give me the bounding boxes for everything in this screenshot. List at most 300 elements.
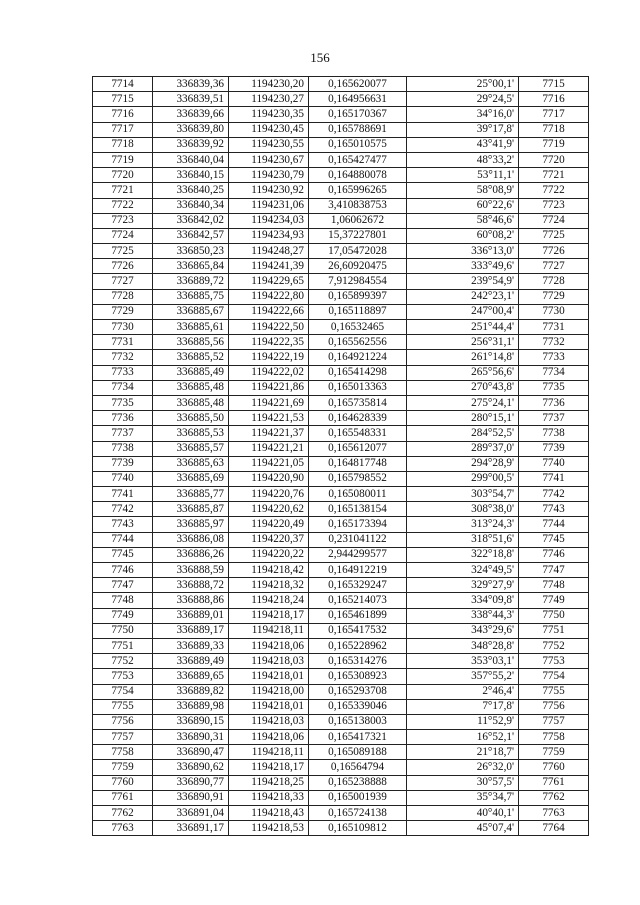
point-to-cell: 7724 xyxy=(519,213,589,228)
length-cell: 17,05472028 xyxy=(309,244,407,259)
y-coordinate-cell: 1194218,17 xyxy=(229,760,309,775)
point-from-cell: 7747 xyxy=(93,578,153,593)
point-to-cell: 7726 xyxy=(519,244,589,259)
x-coordinate-cell: 336885,52 xyxy=(153,350,229,365)
length-cell: 0,164912219 xyxy=(309,563,407,578)
angle-cell: 261°14,8' xyxy=(407,350,519,365)
point-to-cell: 7725 xyxy=(519,228,589,243)
point-from-cell: 7727 xyxy=(93,274,153,289)
point-from-cell: 7728 xyxy=(93,289,153,304)
point-to-cell: 7719 xyxy=(519,137,589,152)
table-row xyxy=(93,183,589,198)
table-row xyxy=(93,532,589,547)
angle-cell: 25°00,1' xyxy=(407,77,519,92)
x-coordinate-cell: 336891,04 xyxy=(153,806,229,821)
y-coordinate-cell: 1194218,42 xyxy=(229,563,309,578)
point-to-cell: 7742 xyxy=(519,487,589,502)
point-to-cell: 7740 xyxy=(519,456,589,471)
point-from-cell: 7754 xyxy=(93,684,153,699)
length-cell: 0,165414298 xyxy=(309,365,407,380)
x-coordinate-cell: 336885,50 xyxy=(153,411,229,426)
y-coordinate-cell: 1194220,49 xyxy=(229,517,309,532)
point-to-cell: 7750 xyxy=(519,608,589,623)
table-row xyxy=(93,92,589,107)
angle-cell: 303°54,7' xyxy=(407,487,519,502)
angle-cell: 336°13,0' xyxy=(407,244,519,259)
table-row xyxy=(93,289,589,304)
point-to-cell: 7723 xyxy=(519,198,589,213)
angle-cell: 299°00,5' xyxy=(407,471,519,486)
y-coordinate-cell: 1194218,00 xyxy=(229,684,309,699)
x-coordinate-cell: 336840,34 xyxy=(153,198,229,213)
point-to-cell: 7720 xyxy=(519,152,589,167)
table-row xyxy=(93,152,589,167)
table-row xyxy=(93,228,589,243)
table-row xyxy=(93,395,589,410)
point-to-cell: 7754 xyxy=(519,669,589,684)
x-coordinate-cell: 336889,33 xyxy=(153,638,229,653)
y-coordinate-cell: 1194234,03 xyxy=(229,213,309,228)
x-coordinate-cell: 336890,62 xyxy=(153,760,229,775)
table-row xyxy=(93,684,589,699)
point-to-cell: 7717 xyxy=(519,107,589,122)
table-row xyxy=(93,213,589,228)
length-cell: 0,16532465 xyxy=(309,320,407,335)
x-coordinate-cell: 336842,57 xyxy=(153,228,229,243)
angle-cell: 40°40,1' xyxy=(407,806,519,821)
point-to-cell: 7721 xyxy=(519,168,589,183)
y-coordinate-cell: 1194221,21 xyxy=(229,441,309,456)
table-row xyxy=(93,502,589,517)
angle-cell: 45°07,4' xyxy=(407,821,519,836)
length-cell: 0,165214073 xyxy=(309,593,407,608)
point-to-cell: 7738 xyxy=(519,426,589,441)
x-coordinate-cell: 336850,23 xyxy=(153,244,229,259)
point-to-cell: 7733 xyxy=(519,350,589,365)
y-coordinate-cell: 1194221,05 xyxy=(229,456,309,471)
point-to-cell: 7764 xyxy=(519,821,589,836)
y-coordinate-cell: 1194248,27 xyxy=(229,244,309,259)
x-coordinate-cell: 336840,04 xyxy=(153,152,229,167)
point-from-cell: 7733 xyxy=(93,365,153,380)
point-from-cell: 7762 xyxy=(93,806,153,821)
x-coordinate-cell: 336842,02 xyxy=(153,213,229,228)
point-from-cell: 7719 xyxy=(93,152,153,167)
point-to-cell: 7763 xyxy=(519,806,589,821)
table-row xyxy=(93,638,589,653)
x-coordinate-cell: 336885,97 xyxy=(153,517,229,532)
x-coordinate-cell: 336885,57 xyxy=(153,441,229,456)
length-cell: 0,165899397 xyxy=(309,289,407,304)
point-to-cell: 7741 xyxy=(519,471,589,486)
x-coordinate-cell: 336888,59 xyxy=(153,563,229,578)
x-coordinate-cell: 336885,49 xyxy=(153,365,229,380)
y-coordinate-cell: 1194222,66 xyxy=(229,304,309,319)
y-coordinate-cell: 1194231,06 xyxy=(229,198,309,213)
point-to-cell: 7727 xyxy=(519,259,589,274)
y-coordinate-cell: 1194218,11 xyxy=(229,623,309,638)
table-row xyxy=(93,441,589,456)
x-coordinate-cell: 336885,69 xyxy=(153,471,229,486)
y-coordinate-cell: 1194218,03 xyxy=(229,714,309,729)
point-to-cell: 7756 xyxy=(519,699,589,714)
table-row xyxy=(93,730,589,745)
y-coordinate-cell: 1194230,45 xyxy=(229,122,309,137)
y-coordinate-cell: 1194221,53 xyxy=(229,411,309,426)
point-from-cell: 7758 xyxy=(93,745,153,760)
length-cell: 0,165427477 xyxy=(309,152,407,167)
point-to-cell: 7755 xyxy=(519,684,589,699)
point-to-cell: 7752 xyxy=(519,638,589,653)
length-cell: 0,164880078 xyxy=(309,168,407,183)
table-row xyxy=(93,168,589,183)
length-cell: 0,165010575 xyxy=(309,137,407,152)
y-coordinate-cell: 1194220,37 xyxy=(229,532,309,547)
point-from-cell: 7761 xyxy=(93,790,153,805)
length-cell: 0,164921224 xyxy=(309,350,407,365)
point-from-cell: 7729 xyxy=(93,304,153,319)
point-from-cell: 7748 xyxy=(93,593,153,608)
angle-cell: 322°18,8' xyxy=(407,547,519,562)
length-cell: 0,165724138 xyxy=(309,806,407,821)
point-to-cell: 7715 xyxy=(519,77,589,92)
x-coordinate-cell: 336885,56 xyxy=(153,335,229,350)
angle-cell: 289°37,0' xyxy=(407,441,519,456)
point-from-cell: 7731 xyxy=(93,335,153,350)
angle-cell: 60°22,6' xyxy=(407,198,519,213)
length-cell: 0,165109812 xyxy=(309,821,407,836)
y-coordinate-cell: 1194218,43 xyxy=(229,806,309,821)
length-cell: 0,165461899 xyxy=(309,608,407,623)
point-from-cell: 7714 xyxy=(93,77,153,92)
point-from-cell: 7744 xyxy=(93,532,153,547)
angle-cell: 2°46,4' xyxy=(407,684,519,699)
angle-cell: 280°15,1' xyxy=(407,411,519,426)
point-to-cell: 7730 xyxy=(519,304,589,319)
table-row xyxy=(93,517,589,532)
x-coordinate-cell: 336886,26 xyxy=(153,547,229,562)
point-from-cell: 7740 xyxy=(93,471,153,486)
y-coordinate-cell: 1194218,06 xyxy=(229,730,309,745)
y-coordinate-cell: 1194230,27 xyxy=(229,92,309,107)
table-row xyxy=(93,806,589,821)
y-coordinate-cell: 1194220,62 xyxy=(229,502,309,517)
point-to-cell: 7761 xyxy=(519,775,589,790)
table-row xyxy=(93,760,589,775)
point-from-cell: 7755 xyxy=(93,699,153,714)
y-coordinate-cell: 1194230,20 xyxy=(229,77,309,92)
table-row xyxy=(93,699,589,714)
angle-cell: 338°44,3' xyxy=(407,608,519,623)
table-row xyxy=(93,471,589,486)
y-coordinate-cell: 1194218,03 xyxy=(229,654,309,669)
point-from-cell: 7723 xyxy=(93,213,153,228)
point-from-cell: 7732 xyxy=(93,350,153,365)
point-to-cell: 7748 xyxy=(519,578,589,593)
y-coordinate-cell: 1194222,35 xyxy=(229,335,309,350)
y-coordinate-cell: 1194222,02 xyxy=(229,365,309,380)
point-from-cell: 7717 xyxy=(93,122,153,137)
x-coordinate-cell: 336885,53 xyxy=(153,426,229,441)
x-coordinate-cell: 336885,61 xyxy=(153,320,229,335)
angle-cell: 256°31,1' xyxy=(407,335,519,350)
point-from-cell: 7715 xyxy=(93,92,153,107)
x-coordinate-cell: 336839,66 xyxy=(153,107,229,122)
x-coordinate-cell: 336890,15 xyxy=(153,714,229,729)
length-cell: 0,165170367 xyxy=(309,107,407,122)
length-cell: 0,165735814 xyxy=(309,395,407,410)
length-cell: 1,06062672 xyxy=(309,213,407,228)
length-cell: 0,165118897 xyxy=(309,304,407,319)
x-coordinate-cell: 336890,77 xyxy=(153,775,229,790)
length-cell: 0,165798552 xyxy=(309,471,407,486)
angle-cell: 275°24,1' xyxy=(407,395,519,410)
point-from-cell: 7734 xyxy=(93,380,153,395)
x-coordinate-cell: 336839,36 xyxy=(153,77,229,92)
length-cell: 0,165293708 xyxy=(309,684,407,699)
point-from-cell: 7756 xyxy=(93,714,153,729)
table-row xyxy=(93,411,589,426)
y-coordinate-cell: 1194222,80 xyxy=(229,289,309,304)
length-cell: 0,165788691 xyxy=(309,122,407,137)
table-row xyxy=(93,745,589,760)
y-coordinate-cell: 1194230,79 xyxy=(229,168,309,183)
angle-cell: 333°49,6' xyxy=(407,259,519,274)
point-from-cell: 7736 xyxy=(93,411,153,426)
x-coordinate-cell: 336890,47 xyxy=(153,745,229,760)
y-coordinate-cell: 1194222,50 xyxy=(229,320,309,335)
point-from-cell: 7746 xyxy=(93,563,153,578)
point-from-cell: 7745 xyxy=(93,547,153,562)
point-to-cell: 7749 xyxy=(519,593,589,608)
x-coordinate-cell: 336839,51 xyxy=(153,92,229,107)
table-row xyxy=(93,259,589,274)
x-coordinate-cell: 336885,48 xyxy=(153,380,229,395)
point-to-cell: 7747 xyxy=(519,563,589,578)
point-to-cell: 7744 xyxy=(519,517,589,532)
x-coordinate-cell: 336885,87 xyxy=(153,502,229,517)
table-row xyxy=(93,365,589,380)
length-cell: 0,164956631 xyxy=(309,92,407,107)
length-cell: 0,165996265 xyxy=(309,183,407,198)
angle-cell: 348°28,8' xyxy=(407,638,519,653)
angle-cell: 16°52,1' xyxy=(407,730,519,745)
table-row xyxy=(93,821,589,836)
length-cell: 15,37227801 xyxy=(309,228,407,243)
table-row xyxy=(93,578,589,593)
x-coordinate-cell: 336839,80 xyxy=(153,122,229,137)
angle-cell: 313°24,3' xyxy=(407,517,519,532)
y-coordinate-cell: 1194218,33 xyxy=(229,790,309,805)
point-to-cell: 7751 xyxy=(519,623,589,638)
point-to-cell: 7729 xyxy=(519,289,589,304)
angle-cell: 26°32,0' xyxy=(407,760,519,775)
length-cell: 0,165417321 xyxy=(309,730,407,745)
angle-cell: 30°57,5' xyxy=(407,775,519,790)
table-row xyxy=(93,137,589,152)
point-from-cell: 7763 xyxy=(93,821,153,836)
angle-cell: 329°27,9' xyxy=(407,578,519,593)
x-coordinate-cell: 336888,86 xyxy=(153,593,229,608)
angle-cell: 39°17,8' xyxy=(407,122,519,137)
y-coordinate-cell: 1194218,32 xyxy=(229,578,309,593)
y-coordinate-cell: 1194218,53 xyxy=(229,821,309,836)
table-row xyxy=(93,335,589,350)
angle-cell: 43°41,9' xyxy=(407,137,519,152)
table-row xyxy=(93,274,589,289)
length-cell: 0,164628339 xyxy=(309,411,407,426)
point-from-cell: 7738 xyxy=(93,441,153,456)
table-row xyxy=(93,304,589,319)
point-to-cell: 7760 xyxy=(519,760,589,775)
point-from-cell: 7759 xyxy=(93,760,153,775)
angle-cell: 29°24,5' xyxy=(407,92,519,107)
x-coordinate-cell: 336889,72 xyxy=(153,274,229,289)
length-cell: 7,912984554 xyxy=(309,274,407,289)
y-coordinate-cell: 1194241,39 xyxy=(229,259,309,274)
table-row xyxy=(93,547,589,562)
angle-cell: 353°03,1' xyxy=(407,654,519,669)
angle-cell: 284°52,5' xyxy=(407,426,519,441)
table-row xyxy=(93,107,589,122)
x-coordinate-cell: 336839,92 xyxy=(153,137,229,152)
point-from-cell: 7752 xyxy=(93,654,153,669)
table-row xyxy=(93,350,589,365)
point-to-cell: 7745 xyxy=(519,532,589,547)
length-cell: 0,165620077 xyxy=(309,77,407,92)
y-coordinate-cell: 1194220,76 xyxy=(229,487,309,502)
length-cell: 0,165417532 xyxy=(309,623,407,638)
y-coordinate-cell: 1194221,86 xyxy=(229,380,309,395)
y-coordinate-cell: 1194230,67 xyxy=(229,152,309,167)
point-to-cell: 7736 xyxy=(519,395,589,410)
length-cell: 3,410838753 xyxy=(309,198,407,213)
length-cell: 0,165339046 xyxy=(309,699,407,714)
point-to-cell: 7746 xyxy=(519,547,589,562)
length-cell: 0,16564794 xyxy=(309,760,407,775)
table-body xyxy=(93,77,589,836)
y-coordinate-cell: 1194220,90 xyxy=(229,471,309,486)
x-coordinate-cell: 336890,31 xyxy=(153,730,229,745)
table-row xyxy=(93,623,589,638)
length-cell: 0,165548331 xyxy=(309,426,407,441)
point-from-cell: 7720 xyxy=(93,168,153,183)
x-coordinate-cell: 336840,15 xyxy=(153,168,229,183)
angle-cell: 251°44,4' xyxy=(407,320,519,335)
point-from-cell: 7750 xyxy=(93,623,153,638)
x-coordinate-cell: 336885,77 xyxy=(153,487,229,502)
angle-cell: 34°16,0' xyxy=(407,107,519,122)
y-coordinate-cell: 1194230,92 xyxy=(229,183,309,198)
y-coordinate-cell: 1194221,37 xyxy=(229,426,309,441)
point-to-cell: 7753 xyxy=(519,654,589,669)
table-row xyxy=(93,122,589,137)
table-row xyxy=(93,563,589,578)
table-row xyxy=(93,456,589,471)
y-coordinate-cell: 1194218,25 xyxy=(229,775,309,790)
table-row xyxy=(93,654,589,669)
table-row xyxy=(93,714,589,729)
table-row xyxy=(93,380,589,395)
point-from-cell: 7743 xyxy=(93,517,153,532)
point-from-cell: 7749 xyxy=(93,608,153,623)
x-coordinate-cell: 336885,63 xyxy=(153,456,229,471)
length-cell: 0,165138003 xyxy=(309,714,407,729)
y-coordinate-cell: 1194218,24 xyxy=(229,593,309,608)
x-coordinate-cell: 336889,65 xyxy=(153,669,229,684)
length-cell: 0,165080011 xyxy=(309,487,407,502)
table-row xyxy=(93,790,589,805)
table-row xyxy=(93,487,589,502)
angle-cell: 242°23,1' xyxy=(407,289,519,304)
point-to-cell: 7757 xyxy=(519,714,589,729)
angle-cell: 58°46,6' xyxy=(407,213,519,228)
angle-cell: 11°52,9' xyxy=(407,714,519,729)
length-cell: 0,165138154 xyxy=(309,502,407,517)
length-cell: 2,944299577 xyxy=(309,547,407,562)
point-from-cell: 7726 xyxy=(93,259,153,274)
table-row xyxy=(93,198,589,213)
table-row xyxy=(93,77,589,92)
x-coordinate-cell: 336885,75 xyxy=(153,289,229,304)
point-from-cell: 7725 xyxy=(93,244,153,259)
point-to-cell: 7731 xyxy=(519,320,589,335)
x-coordinate-cell: 336888,72 xyxy=(153,578,229,593)
point-from-cell: 7737 xyxy=(93,426,153,441)
point-to-cell: 7737 xyxy=(519,411,589,426)
y-coordinate-cell: 1194218,17 xyxy=(229,608,309,623)
x-coordinate-cell: 336890,91 xyxy=(153,790,229,805)
table-row xyxy=(93,669,589,684)
point-from-cell: 7760 xyxy=(93,775,153,790)
point-from-cell: 7753 xyxy=(93,669,153,684)
length-cell: 0,165013363 xyxy=(309,380,407,395)
point-to-cell: 7732 xyxy=(519,335,589,350)
angle-cell: 58°08,9' xyxy=(407,183,519,198)
point-from-cell: 7730 xyxy=(93,320,153,335)
x-coordinate-cell: 336889,49 xyxy=(153,654,229,669)
point-from-cell: 7739 xyxy=(93,456,153,471)
y-coordinate-cell: 1194218,11 xyxy=(229,745,309,760)
point-from-cell: 7724 xyxy=(93,228,153,243)
point-to-cell: 7734 xyxy=(519,365,589,380)
y-coordinate-cell: 1194230,35 xyxy=(229,107,309,122)
length-cell: 0,165228962 xyxy=(309,638,407,653)
y-coordinate-cell: 1194230,55 xyxy=(229,137,309,152)
angle-cell: 60°08,2' xyxy=(407,228,519,243)
angle-cell: 48°33,2' xyxy=(407,152,519,167)
x-coordinate-cell: 336840,25 xyxy=(153,183,229,198)
point-to-cell: 7718 xyxy=(519,122,589,137)
length-cell: 0,231041122 xyxy=(309,532,407,547)
angle-cell: 334°09,8' xyxy=(407,593,519,608)
point-from-cell: 7718 xyxy=(93,137,153,152)
angle-cell: 247°00,4' xyxy=(407,304,519,319)
point-to-cell: 7728 xyxy=(519,274,589,289)
table-row xyxy=(93,320,589,335)
point-from-cell: 7742 xyxy=(93,502,153,517)
point-to-cell: 7743 xyxy=(519,502,589,517)
y-coordinate-cell: 1194218,01 xyxy=(229,669,309,684)
x-coordinate-cell: 336865,84 xyxy=(153,259,229,274)
length-cell: 0,165308923 xyxy=(309,669,407,684)
table-row xyxy=(93,775,589,790)
page-number: 156 xyxy=(310,50,330,65)
point-from-cell: 7721 xyxy=(93,183,153,198)
point-to-cell: 7716 xyxy=(519,92,589,107)
angle-cell: 324°49,5' xyxy=(407,563,519,578)
angle-cell: 53°11,1' xyxy=(407,168,519,183)
